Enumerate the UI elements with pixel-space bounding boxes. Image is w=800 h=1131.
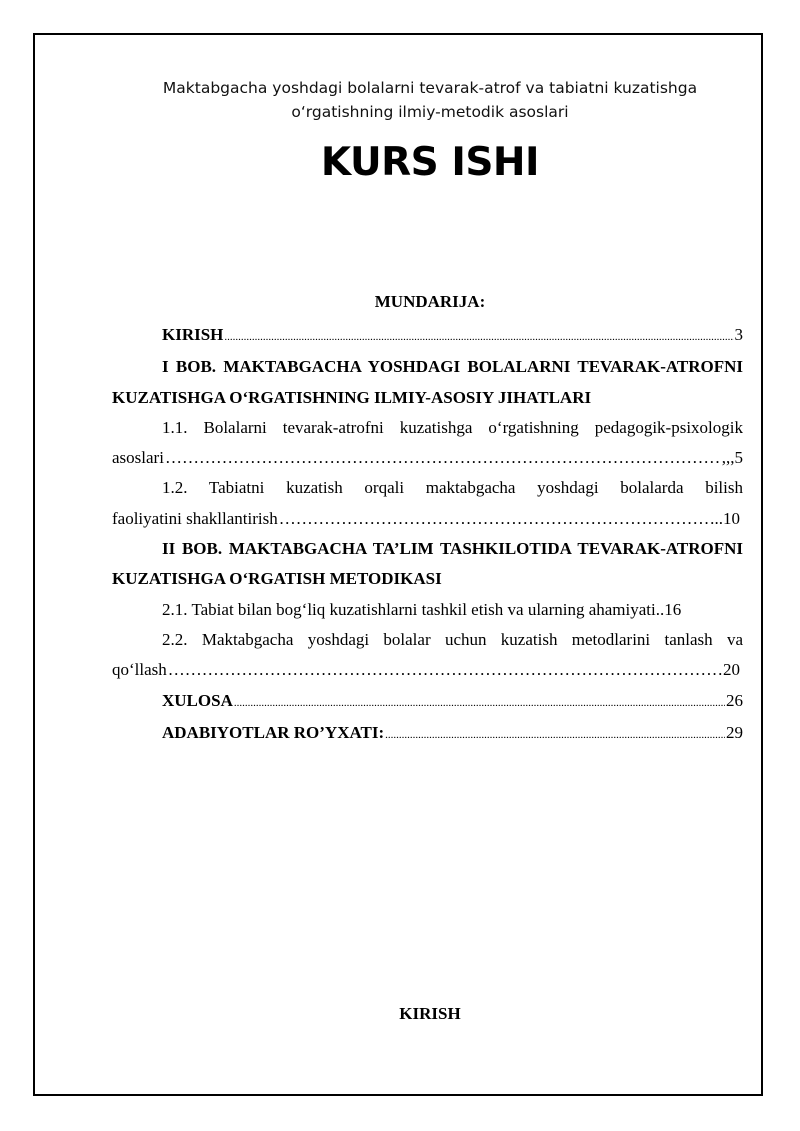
dot-leader: [385, 720, 725, 750]
dot-leader: [234, 688, 725, 718]
toc-entry-chapter-2[interactable]: II BOB. MAKTABGACHA TA’LIM TASHKILOTIDA TEVARAK-ATROFNI KUZATISHGA O‘RGATISH METODIKASI: [112, 539, 743, 589]
dot-leader: [224, 322, 733, 352]
toc-entry-references[interactable]: [112, 718, 743, 750]
toc-entry-section-2-2[interactable]: [112, 625, 743, 686]
dot-leader: [165, 443, 722, 473]
toc-entry-line: 1.1. Bolalarni tevarak-atrofni kuzatishga o‘rgatishning pedagogik-psixologik: [162, 417, 743, 437]
toc-entry-chapter-1[interactable]: I BOB. MAKTABGACHA YOSHDAGI BOLALARNI TEVARAK-ATROFNI KUZATISHGA O‘RGATISHNING ILMIY-ASOSIY JIHATLARI: [112, 357, 743, 407]
toc-entry-label: XULOSA: [162, 690, 233, 710]
toc-page-number: ,,,5: [721, 448, 743, 468]
toc-entry-line: asoslari: [112, 448, 164, 468]
toc-entry-line: 1.2. Tabiatni kuzatish orqali maktabgacha yoshdagi bolalarda bilish: [162, 478, 743, 498]
toc-heading: MUNDARIJA:: [374, 292, 486, 311]
toc-entry-label: ADABIYOTLAR RO’YXATI:: [162, 722, 385, 742]
dot-leader: [279, 504, 715, 534]
toc-entry-section-1-1[interactable]: [112, 413, 743, 474]
toc-page-number: 26: [726, 690, 743, 710]
document-subtitle: Maktabgacha yoshdagi bolalarni tevarak-atrof va tabiatni kuzatishga o‘rgatishning ilmiy-metodik asoslari: [162, 79, 698, 121]
toc-entry-label: KIRISH: [162, 325, 224, 344]
toc-entry-line: 2.2. Maktabgacha yoshdagi bolalar uchun kuzatish metodlarini tanlash va: [162, 629, 743, 649]
toc-page-number: 20: [723, 660, 740, 680]
toc-entry-intro[interactable]: [112, 320, 743, 352]
section-heading-intro: KIRISH: [399, 1004, 461, 1023]
toc-entry-section-1-2[interactable]: [112, 473, 743, 534]
toc-entry-line: faoliyatini shakllantirish: [112, 508, 278, 528]
toc-page-number: ..10: [714, 508, 740, 528]
document-title: KURS ISHI: [320, 140, 540, 185]
toc-page-number: 3: [734, 325, 743, 344]
toc-entry-line: qo‘llash: [112, 660, 167, 680]
toc-page-number: 29: [726, 722, 743, 742]
table-of-contents: [112, 320, 743, 750]
dot-leader: [168, 655, 723, 685]
toc-entry-section-2-1[interactable]: 2.1. Tabiat bilan bog‘liq kuzatishlarni tashkil etish va ularning ahamiyati..16: [162, 599, 682, 619]
toc-entry-conclusion[interactable]: [112, 686, 743, 718]
